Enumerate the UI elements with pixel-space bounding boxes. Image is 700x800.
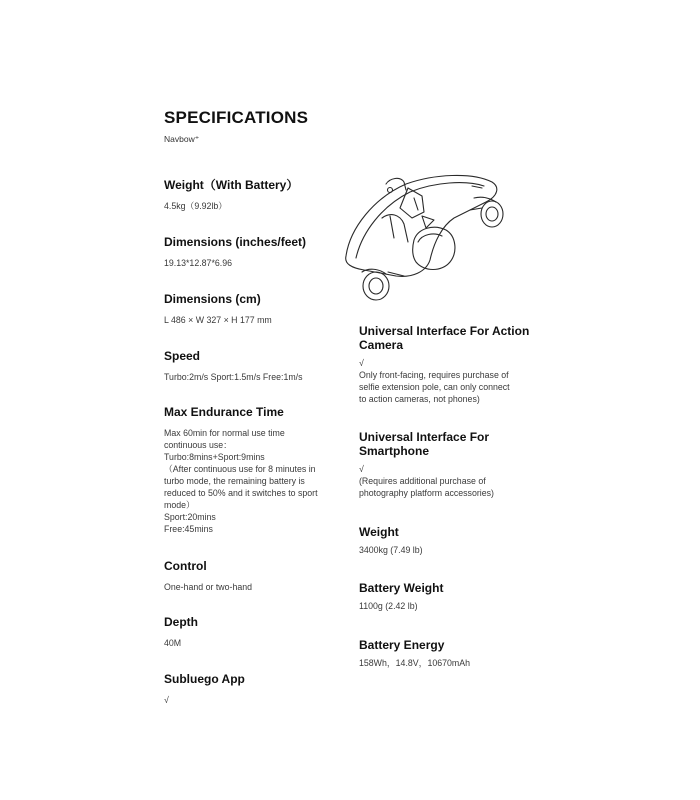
spec-speed [164, 349, 354, 405]
right-spec-column [359, 324, 544, 669]
spec-value: Turbo:2m/s Sport:1.5m/s Free:1m/s [164, 372, 303, 382]
page-title: SPECIFICATIONS [164, 108, 309, 127]
spec-label: Control [164, 559, 207, 573]
spec-value: 19.13*12.87*6.96 [164, 258, 232, 268]
spec-dimensions-inches [164, 235, 354, 292]
spec-value: √ Only front-facing, requires purchase of selfie extension pole, can only connect to action cameras, not phones) [359, 358, 510, 404]
spec-app [164, 672, 354, 706]
spec-value: 4.5kg（9.92lb） [164, 201, 228, 211]
spec-max-endurance-time [164, 405, 354, 559]
spec-label: Depth [164, 615, 198, 629]
spec-label: Subluego App [164, 672, 245, 686]
product-name: Navbow⁺ [164, 134, 200, 144]
spec-battery-energy [359, 638, 544, 669]
spec-label: Weight（With Battery） [164, 178, 299, 192]
spec-label: Weight [359, 525, 399, 539]
spec-label: Universal Interface For Smartphone [359, 430, 490, 458]
product-illustration [334, 168, 512, 310]
spec-value: L 486 × W 327 × H 177 mm [164, 315, 272, 325]
left-spec-column [164, 178, 354, 706]
spec-label: Max Endurance Time [164, 405, 284, 419]
spec-value: One-hand or two-hand [164, 582, 253, 592]
spec-action-camera-interface [359, 324, 544, 430]
spec-value: 3400kg (7.49 lb) [359, 545, 423, 555]
spec-label: Battery Weight [359, 581, 444, 595]
spec-value: Max 60min for normal use time continuous use： Turbo:8mins+Sport:9mins （After continuous use for 8 minutes in turbo mode, the remaining battery is reduced to 50% and it switches to sport mode） Sport:20mins Free:45mins [164, 428, 318, 534]
spec-label: Universal Interface For Action Camera [359, 324, 530, 352]
spec-label: Dimensions (inches/feet) [164, 235, 307, 249]
spec-value: 1100g (2.42 lb) [359, 601, 418, 611]
spec-label: Battery Energy [359, 638, 445, 652]
spec-weight-with-battery [164, 178, 354, 235]
spec-value: √ (Requires additional purchase of photography platform accessories) [359, 464, 494, 498]
spec-weight [359, 525, 544, 581]
spec-value: 40M [164, 638, 182, 648]
spec-depth [164, 615, 354, 672]
spec-control [164, 559, 354, 615]
spec-smartphone-interface [359, 430, 544, 525]
spec-label: Speed [164, 349, 201, 363]
spec-label: Dimensions (cm) [164, 292, 261, 306]
spec-value: 158Wh，14.8V，10670mAh [359, 658, 471, 668]
spec-dimensions-cm [164, 292, 354, 349]
spec-value: √ [164, 695, 169, 705]
spec-battery-weight [359, 581, 544, 638]
